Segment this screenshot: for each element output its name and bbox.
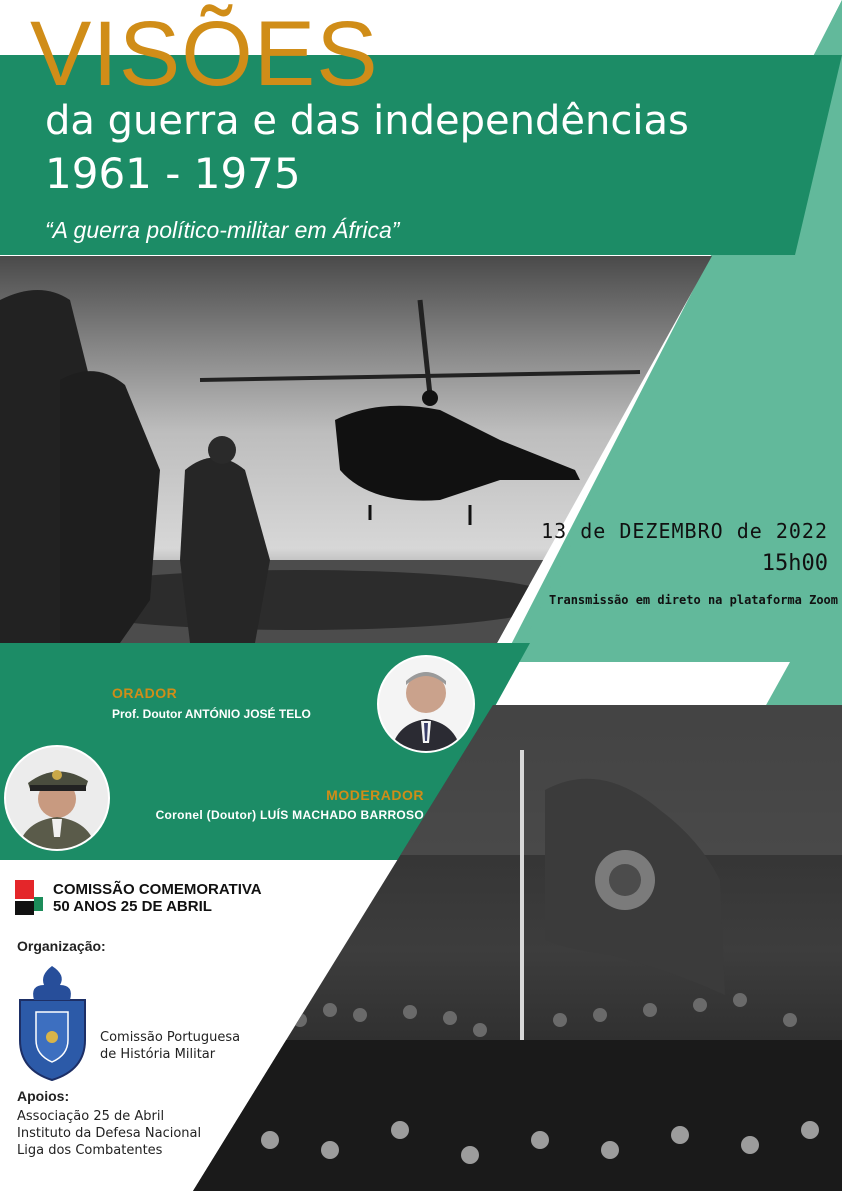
apoio-item: Associação 25 de Abril (17, 1109, 165, 1124)
event-tagline: “A guerra político-militar em África” (45, 217, 400, 243)
comissao-line1: COMISSÃO COMEMORATIVA (53, 881, 262, 898)
coat-of-arms-logo (20, 966, 85, 1080)
comissao-title (53, 881, 262, 915)
event-years: 1961 - 1975 (45, 149, 301, 198)
organizacao-label: Organização: (17, 938, 106, 954)
apoios-list (17, 1108, 201, 1159)
comissao-logo (15, 880, 43, 915)
event-date: 13 de DEZEMBRO de 2022 (541, 519, 828, 543)
organizacao-name (100, 1029, 240, 1063)
orador-name: Prof. Doutor ANTÓNIO JOSÉ TELO (112, 707, 311, 721)
org-name-line1: Comissão Portuguesa (100, 1030, 241, 1045)
comissao-line2: 50 ANOS 25 DE ABRIL (53, 898, 212, 915)
moderador-avatar (4, 745, 110, 851)
apoios-label: Apoios: (17, 1088, 70, 1104)
event-streaming: Transmissão em direto na plataforma Zoom (549, 593, 838, 607)
event-title: VISÕES (30, 3, 379, 105)
orador-role: ORADOR (112, 685, 178, 701)
event-subtitle: da guerra e das independências (45, 98, 689, 144)
orador-avatar (377, 655, 475, 753)
event-time: 15h00 (761, 551, 828, 576)
org-name-line2: de História Militar (100, 1047, 216, 1062)
moderador-name: Coronel (Doutor) LUÍS MACHADO BARROSO (155, 808, 424, 822)
apoio-item: Instituto da Defesa Nacional (17, 1126, 202, 1141)
moderador-role: MODERADOR (326, 787, 424, 803)
apoio-item: Liga dos Combatentes (17, 1143, 163, 1158)
